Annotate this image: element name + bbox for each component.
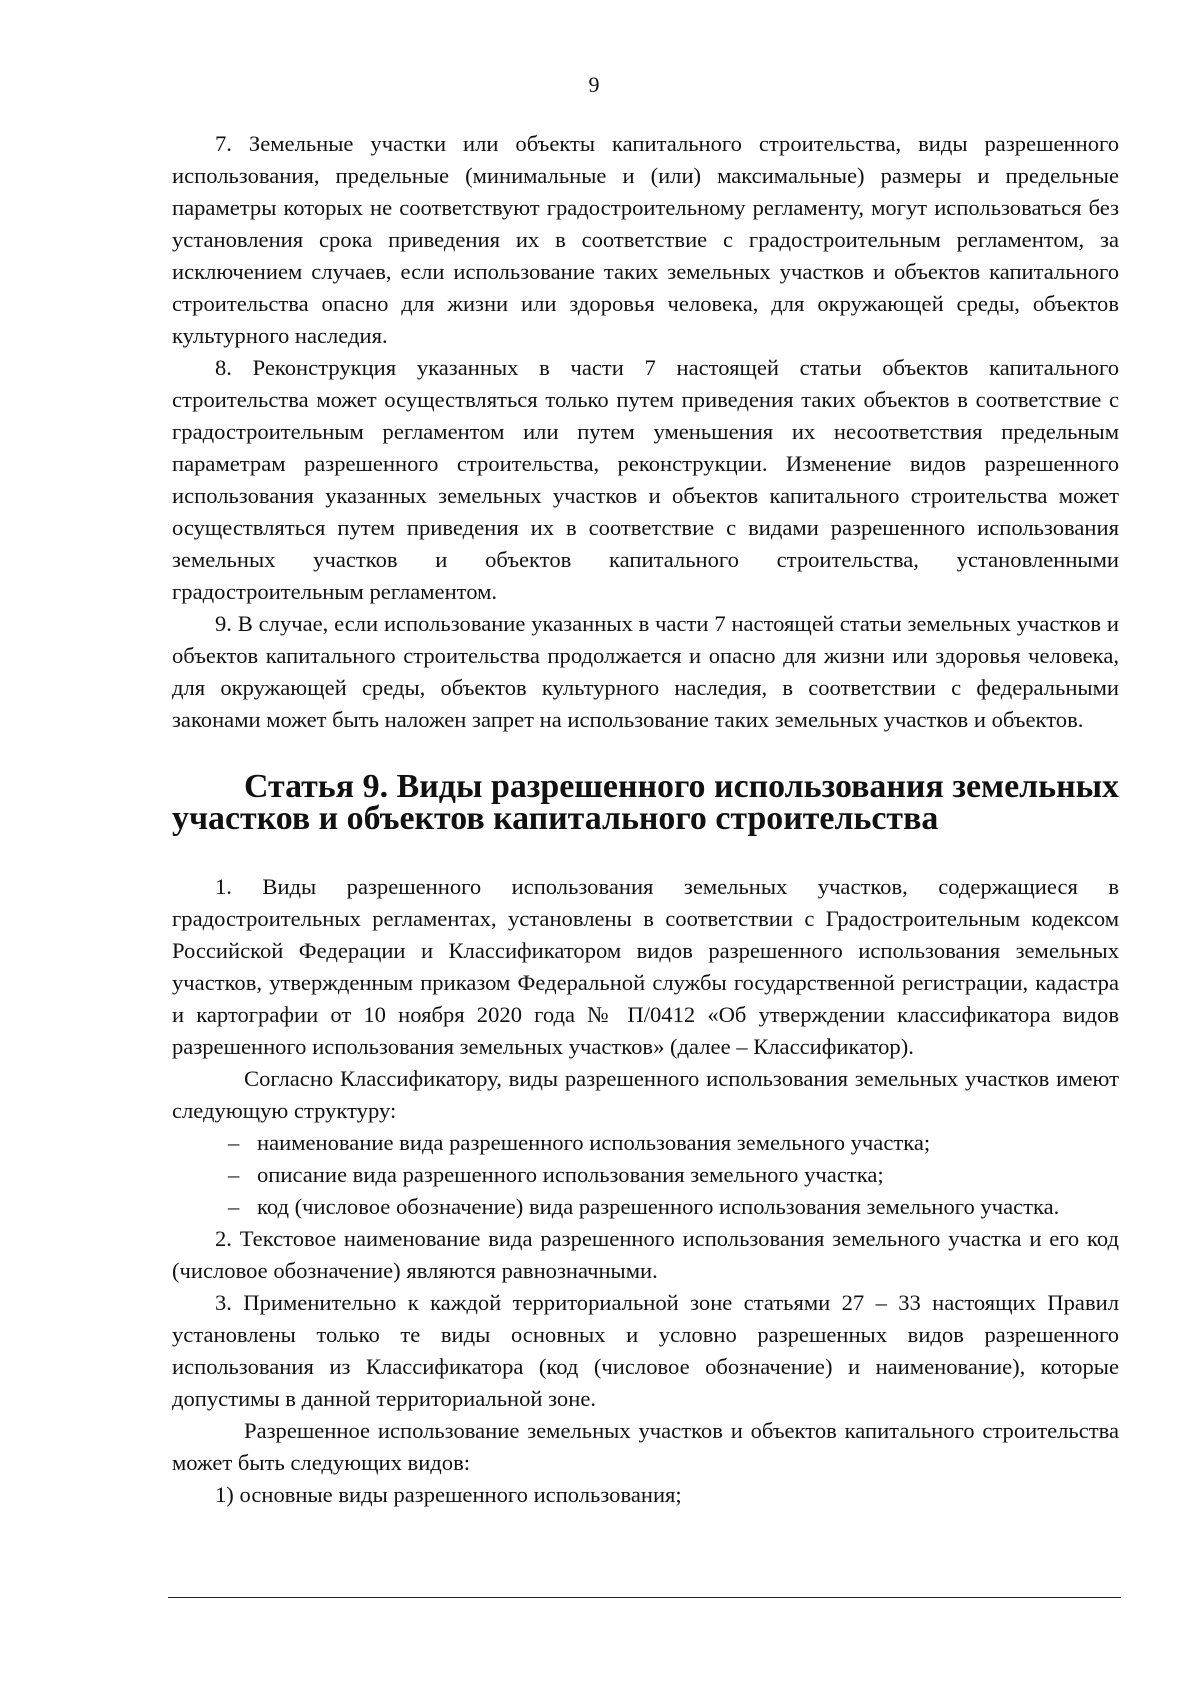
dash-bullet: – — [228, 1194, 240, 1219]
list-item — [228, 1127, 1119, 1159]
dash-bullet: – — [228, 1162, 240, 1187]
usage-intro: Разрешенное использование земельных участков и объектов капитального строительства может быть следующих видов: — [172, 1418, 1119, 1475]
paragraph-9: 9. В случае, если использование указанных в части 7 настоящей статьи земельных участков и объектов капитального строительства продолжается и опасно для жизни или здоровья человека, для окружающей среды, объектов культурного наследия, в соответствии с федеральными законами может быть наложен запрет на использование таких земельных участков и объектов. — [172, 611, 1119, 732]
paragraph-8: 8. Реконструкция указанных в части 7 настоящей статьи объектов капитального строительства может осуществляться только путем приведения таких объектов в соответствие с градостроительным регламентом или путем уменьшения их несоответствия предельным параметрам разрешенного строительства, реконструкции. Изменение видов разрешенного использования указанных земельных участков и объектов капитального строительства может осуществляться путем приведения их в соответствие с видами разрешенного использования земельных участков и объектов капитального строительства, установленными градостроительным регламентом. — [172, 355, 1119, 604]
article-heading: Статья 9. Виды разрешенного использования земельных участков и объектов капитального строительства — [172, 768, 1119, 837]
structure-list — [172, 1127, 1119, 1223]
list-item — [228, 1191, 1119, 1223]
footer-divider — [168, 1597, 1121, 1598]
paragraph-7: 7. Земельные участки или объекты капитального строительства, виды разрешенного использования, предельные (минимальные и (или) максимальные) размеры и предельные параметры которых не соответствуют градостроительному регламенту, могут использоваться без установления срока приведения их в соответствие с градостроительным регламентом, за исключением случаев, если использование таких земельных участков и объектов капитального строительства опасно для жизни или здоровья человека, для окружающей среды, объектов культурного наследия. — [172, 131, 1119, 348]
dash-bullet: – — [228, 1130, 240, 1155]
list-item-text: описание вида разрешенного использования земельного участка; — [257, 1162, 884, 1187]
article-paragraph-3: 3. Применительно к каждой территориальной зоне статьями 27 – 33 настоящих Правил установлены только те виды основных и условно разрешенных видов разрешенного использования из Классификатора (код (числовое обозначение) и наименование), которые допустимы в данной территориальной зоне. — [172, 1290, 1119, 1411]
structure-intro: Согласно Классификатору, виды разрешенного использования земельных участков имеют следующую структуру: — [172, 1066, 1119, 1123]
usage-item-1: 1) основные виды разрешенного использования; — [215, 1482, 682, 1507]
list-item-text: код (числовое обозначение) вида разрешенного использования земельного участка. — [257, 1194, 1060, 1219]
page-number: 9 — [588, 72, 600, 97]
list-item — [228, 1159, 1119, 1191]
document-body — [172, 128, 1119, 1511]
list-item-text: наименование вида разрешенного использования земельного участка; — [257, 1130, 931, 1155]
article-paragraph-2: 2. Текстовое наименование вида разрешенного использования земельного участка и его код (числовое обозначение) являются равнозначными. — [172, 1226, 1119, 1283]
article-paragraph-1: 1. Виды разрешенного использования земельных участков, содержащиеся в градостроительных регламентах, установлены в соответствии с Градостроительным кодексом Российской Федерации и Классификатором видов разрешенного использования земельных участков, утвержденным приказом Федеральной службы государственной регистрации, кадастра и картографии от 10 ноября 2020 года № П/0412 «Об утверждении классификатора видов разрешенного использования земельных участков» (далее – Классификатор). — [172, 874, 1119, 1059]
